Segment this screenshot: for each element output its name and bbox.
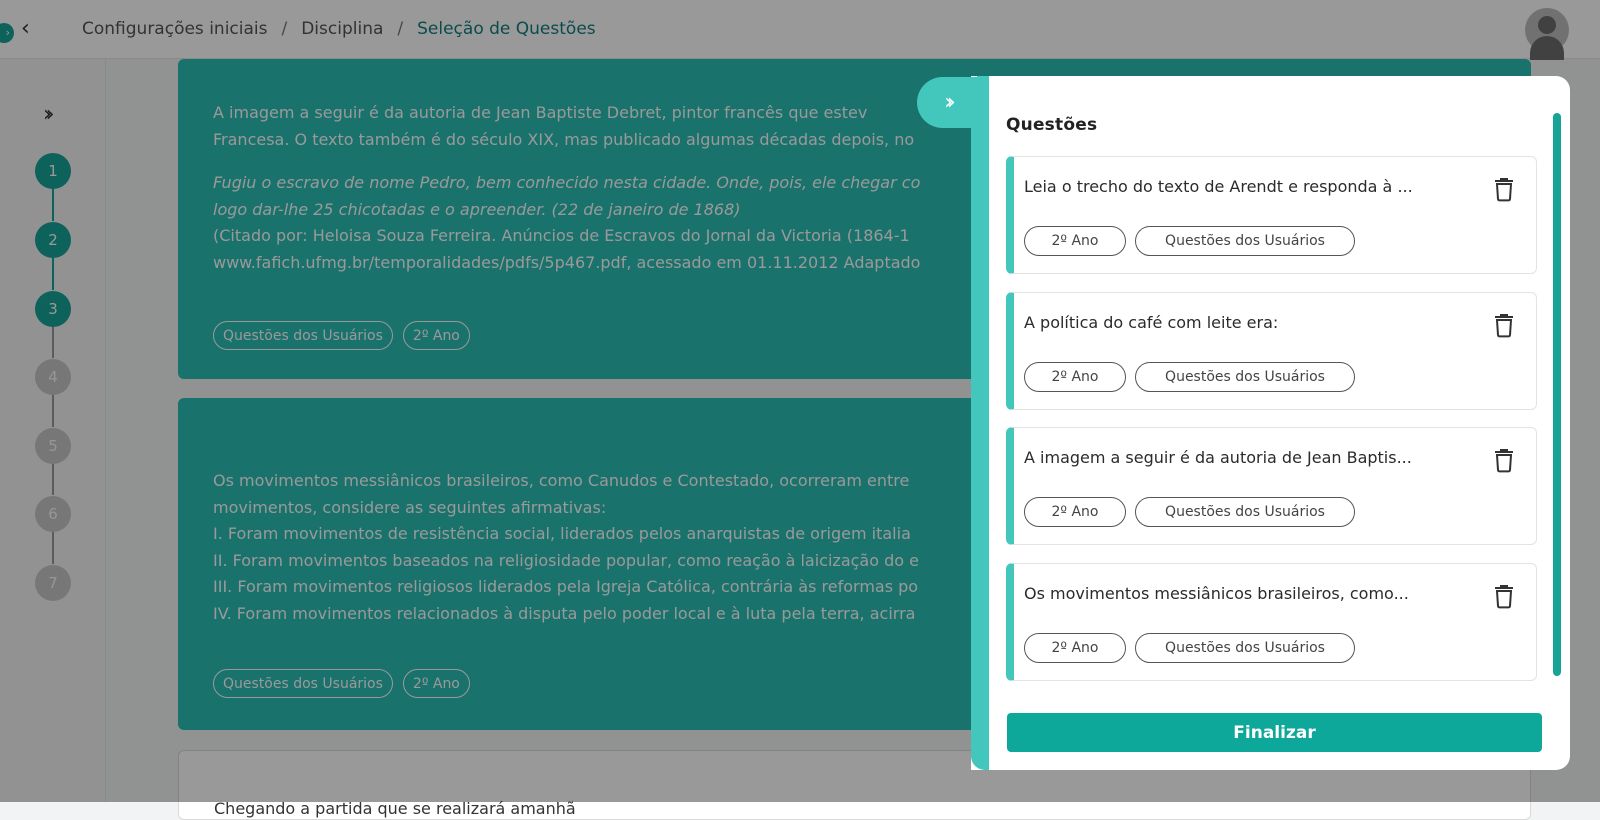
drawer-scrollbar[interactable] [1553, 113, 1561, 676]
tag-source: Questões dos Usuários [213, 669, 393, 698]
breadcrumb-item-discipline[interactable]: Disciplina [301, 19, 384, 39]
selected-question-tags [1024, 226, 1355, 256]
question-text-line: Chegando a partida que se realizará amanhã [214, 799, 576, 818]
selected-question-item[interactable] [1006, 427, 1537, 545]
tag-source: Questões dos Usuários [1135, 633, 1355, 663]
breadcrumb-item-question-selection: Seleção de Questões [417, 19, 596, 39]
question-quote-line: logo dar-lhe 25 chicotadas e o apreender. (22 de janeiro de 1868) [213, 199, 741, 219]
drawer-collapse-double-chevron-icon[interactable]: ›› [917, 77, 977, 128]
question-text-line: III. Foram movimentos religiosos liderados pela Igreja Católica, contrária às reformas po [213, 577, 919, 596]
step-7[interactable]: 7 [35, 565, 71, 601]
drawer-accent-strip [971, 128, 989, 770]
selected-question-item[interactable] [1006, 156, 1537, 274]
question-citation-line: (Citado por: Heloisa Souza Ferreira. Anúncios de Escravos do Jornal da Victoria (1864-1 [213, 226, 910, 245]
question-citation-line: www.fafich.ufmg.br/temporalidades/pdfs/5p467.pdf, acessado em 01.11.2012 Adaptado [213, 252, 921, 272]
tag-source: Questões dos Usuários [1135, 226, 1355, 256]
breadcrumb-separator: / [397, 19, 404, 39]
selected-question-tags [1024, 633, 1355, 663]
question-text-line: Francesa. O texto também é do século XIX, mas publicado algumas décadas depois, no [213, 129, 915, 149]
selected-question-text: A política do café com leite era: [1024, 313, 1279, 332]
trash-icon[interactable] [1494, 584, 1514, 608]
drawer-title: Questões [1006, 115, 1098, 135]
breadcrumb-item-initial-settings[interactable]: Configurações iniciais [82, 19, 268, 39]
tag-grade: 2º Ano [1024, 226, 1126, 256]
question-text-line: A imagem a seguir é da autoria de Jean Baptiste Debret, pintor francês que estev [213, 103, 868, 122]
selected-question-text: Leia o trecho do texto de Arendt e responda à ... [1024, 177, 1413, 196]
breadcrumb-separator: / [281, 19, 288, 39]
app-logo-icon[interactable]: › [0, 23, 14, 43]
selected-question-tags [1024, 362, 1355, 392]
tag-source: Questões dos Usuários [1135, 497, 1355, 527]
tag-grade: 2º Ano [1024, 362, 1126, 392]
tag-source: Questões dos Usuários [1135, 362, 1355, 392]
selected-questions-list[interactable] [1006, 156, 1537, 677]
step-5[interactable]: 5 [35, 428, 71, 464]
back-chevron-icon[interactable]: ‹ [21, 16, 30, 41]
trash-icon[interactable] [1494, 448, 1514, 472]
trash-icon[interactable] [1494, 177, 1514, 201]
selected-question-text: Os movimentos messiânicos brasileiros, como... [1024, 584, 1409, 603]
finalize-button[interactable]: Finalizar [1007, 713, 1542, 752]
selected-question-item[interactable] [1006, 563, 1537, 681]
tag-grade: 2º Ano [403, 321, 470, 350]
tag-grade: 2º Ano [1024, 497, 1126, 527]
step-1[interactable]: 1 [35, 153, 71, 189]
step-3[interactable]: 3 [35, 291, 71, 327]
selected-question-item[interactable] [1006, 292, 1537, 410]
step-4[interactable]: 4 [35, 359, 71, 395]
selected-question-text: A imagem a seguir é da autoria de Jean Baptis... [1024, 448, 1412, 467]
tag-grade: 2º Ano [403, 669, 470, 698]
question-quote-line: Fugiu o escravo de nome Pedro, bem conhecido nesta cidade. Onde, pois, ele chegar co [213, 173, 921, 192]
step-6[interactable]: 6 [35, 496, 71, 532]
question-text-line: Os movimentos messiânicos brasileiros, como Canudos e Contestado, ocorreram entre [213, 471, 910, 490]
question-text-line: II. Foram movimentos baseados na religiosidade popular, como reação à laicização do e [213, 550, 919, 570]
question-text-line: IV. Foram movimentos relacionados à disputa pelo poder local e à luta pela terra, acirra [213, 603, 916, 623]
tag-grade: 2º Ano [1024, 633, 1126, 663]
trash-icon[interactable] [1494, 313, 1514, 337]
question-text-line: I. Foram movimentos de resistência social, liderados pelos anarquistas de origem italia [213, 524, 911, 543]
rail-expand-double-chevron-icon[interactable]: ›› [43, 102, 49, 127]
drawer-accent-strip [977, 76, 989, 130]
question-text-line: movimentos, considere as seguintes afirmativas: [213, 497, 607, 517]
step-2[interactable]: 2 [35, 222, 71, 258]
selected-question-tags [1024, 497, 1355, 527]
tag-source: Questões dos Usuários [213, 321, 393, 350]
